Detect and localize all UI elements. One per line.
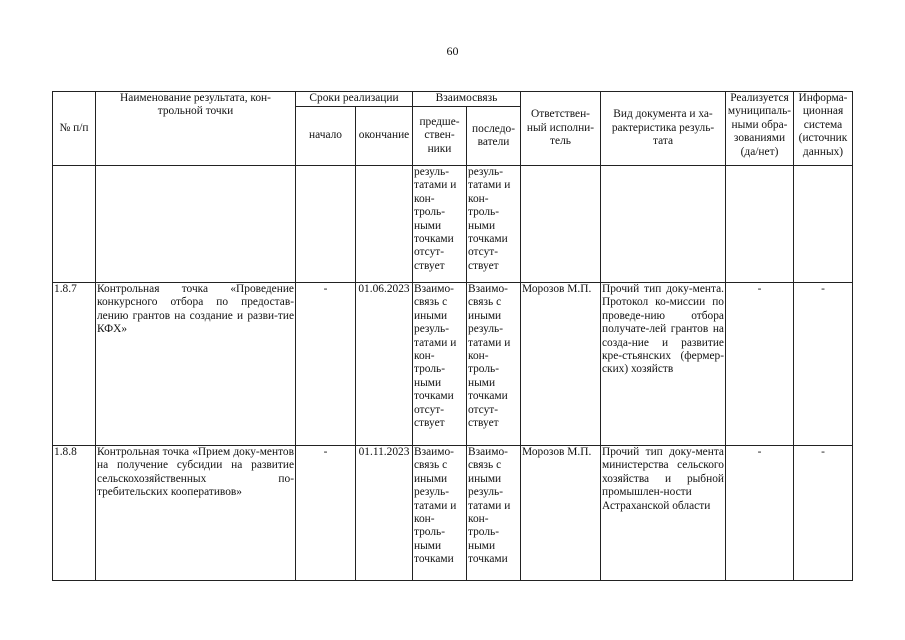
cell-document: Прочий тип доку-мента. Протокол ко-миссии по проведе-нию отбора получате-лей грантов на созда-ние и развитие кре-стьянских (фермер-ских) хозяйств (601, 283, 726, 446)
cell-responsible: Морозов М.П. (521, 446, 601, 581)
cell-document: Прочий тип доку-мента министерства сельского хозяйства и рыбной промышлен-ности Астраханской области (601, 446, 726, 581)
header-end: окончание (356, 107, 413, 166)
table-row (53, 446, 853, 581)
header-responsible: Ответствен- ный исполни- тель (521, 92, 601, 166)
cell-end: 01.11.2023 (356, 446, 413, 581)
cell-num: 1.8.7 (53, 283, 96, 446)
cell-info-system: - (794, 446, 853, 581)
cell-start: - (296, 283, 356, 446)
results-table (52, 91, 853, 581)
page-number: 60 (446, 44, 459, 58)
cell-end: 01.06.2023 (356, 283, 413, 446)
cell-responsible: Морозов М.П. (521, 283, 601, 446)
header-successors: последо- ватели (467, 107, 521, 166)
header-start: начало (296, 107, 356, 166)
cell-name: Контрольная точка «Прием доку-ментов на получение субсидии на развитие сельскохозяйственных по-требительских кооперативов» (96, 446, 296, 581)
header-row-1 (53, 92, 853, 107)
header-municipal: Реализуется муниципаль- ными обра- зованиями (да/нет) (726, 92, 794, 166)
cell-municipal: - (726, 446, 794, 581)
cell-start (296, 166, 356, 283)
header-num: № п/п (53, 92, 96, 166)
cell-successors: Взаимо- связь с иными резуль- татами и кон- троль- ными точками (467, 446, 521, 581)
cell-end (356, 166, 413, 283)
cell-responsible (521, 166, 601, 283)
cell-municipal: - (726, 283, 794, 446)
cell-info-system: - (794, 283, 853, 446)
cell-municipal (726, 166, 794, 283)
header-name: Наименование результата, кон- трольной точки (96, 92, 296, 166)
cell-info-system (794, 166, 853, 283)
cell-successors: резуль- татами и кон- троль- ными точками отсут- ствует (467, 166, 521, 283)
header-info-system: Информа- ционная система (источник данных) (794, 92, 853, 166)
cell-num: 1.8.8 (53, 446, 96, 581)
header-predecessors: предше- ствен- ники (413, 107, 467, 166)
cell-predecessors: резуль- татами и кон- троль- ными точками отсут- ствует (413, 166, 467, 283)
cell-successors: Взаимо- связь с иными резуль- татами и кон- троль- ными точками отсут- ствует (467, 283, 521, 446)
cell-start: - (296, 446, 356, 581)
header-terms: Сроки реализации (296, 92, 413, 107)
table-row (53, 283, 853, 446)
table-row (53, 166, 853, 283)
cell-name (96, 166, 296, 283)
cell-document (601, 166, 726, 283)
cell-num (53, 166, 96, 283)
cell-predecessors: Взаимо- связь с иными резуль- татами и кон- троль- ными точками (413, 446, 467, 581)
header-links: Взаимосвязь (413, 92, 521, 107)
cell-predecessors: Взаимо- связь с иными резуль- татами и кон- троль- ными точками отсут- ствует (413, 283, 467, 446)
header-document: Вид документа и ха- рактеристика резуль- тата (601, 92, 726, 166)
cell-name: Контрольная точка «Проведение конкурсного отбора по предостав-лению грантов на создание и разви-тие КФХ» (96, 283, 296, 446)
